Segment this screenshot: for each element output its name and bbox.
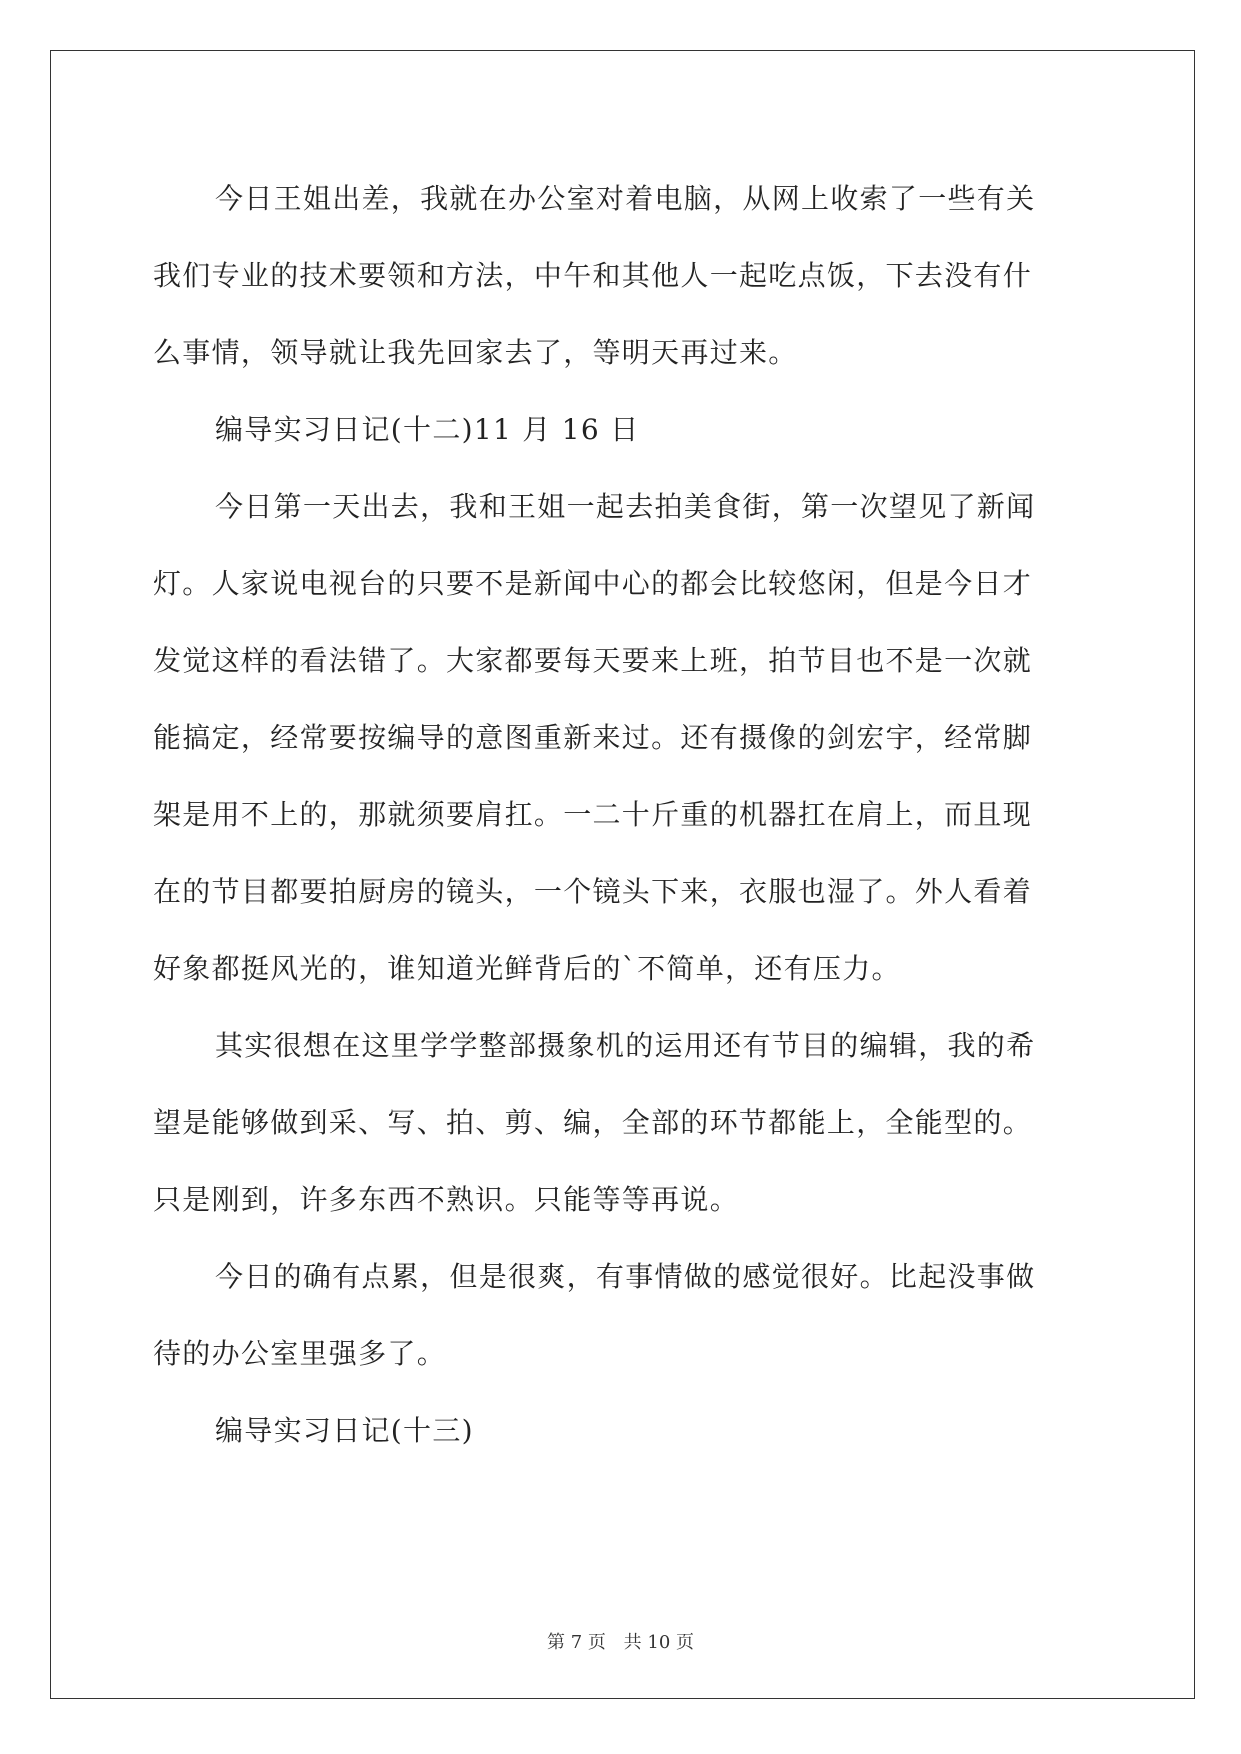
text-line: 今日的确有点累，但是很爽，有事情做的感觉很好。比起没事做 [215,1260,1036,1293]
paragraph-first-outing [153,468,1088,1007]
text-line: 我们专业的技术要领和方法，中午和其他人一起吃点饭，下去没有什 [153,259,1033,292]
text-line: 今日王姐出差，我就在办公室对着电脑，从网上收索了一些有关 [215,182,1036,215]
text-line: 么事情，领导就让我先回家去了，等明天再过来。 [153,336,798,369]
document-body [153,160,1088,1469]
page-footer [0,1628,1241,1654]
heading-line: 编导实习日记(十三) [215,1414,474,1447]
paragraph-learning-goals [153,1007,1088,1238]
diary-heading-13 [153,1392,1088,1469]
text-line: 架是用不上的，那就须要肩扛。一二十斤重的机器扛在肩上，而且现 [153,798,1033,831]
page-number: 第 7 页 [547,1632,606,1653]
text-line: 只是刚到，许多东西不熟识。只能等等再说。 [153,1183,740,1216]
heading-line: 编导实习日记(十二)11 月 16 日 [215,413,640,446]
paragraph-tired [153,1238,1088,1392]
text-line: 望是能够做到采、写、拍、剪、编，全部的环节都能上，全能型的。 [153,1106,1033,1139]
text-line: 待的办公室里强多了。 [153,1337,447,1370]
text-line: 发觉这样的看法错了。大家都要每天要来上班，拍节目也不是一次就 [153,644,1033,677]
text-line: 今日第一天出去，我和王姐一起去拍美食街，第一次望见了新闻 [215,490,1036,523]
text-line: 在的节目都要拍厨房的镜头，一个镜头下来，衣服也湿了。外人看着 [153,875,1033,908]
diary-heading-12 [153,391,1088,468]
text-line: 灯。人家说电视台的只要不是新闻中心的都会比较悠闲，但是今日才 [153,567,1033,600]
paragraph-intro [153,160,1088,391]
text-line: 能搞定，经常要按编导的意图重新来过。还有摄像的剑宏宇，经常脚 [153,721,1033,754]
total-pages: 共 10 页 [623,1632,694,1653]
text-line: 好象都挺风光的，谁知道光鲜背后的`不简单，还有压力。 [153,952,901,985]
text-line: 其实很想在这里学学整部摄象机的运用还有节目的编辑，我的希 [215,1029,1036,1062]
